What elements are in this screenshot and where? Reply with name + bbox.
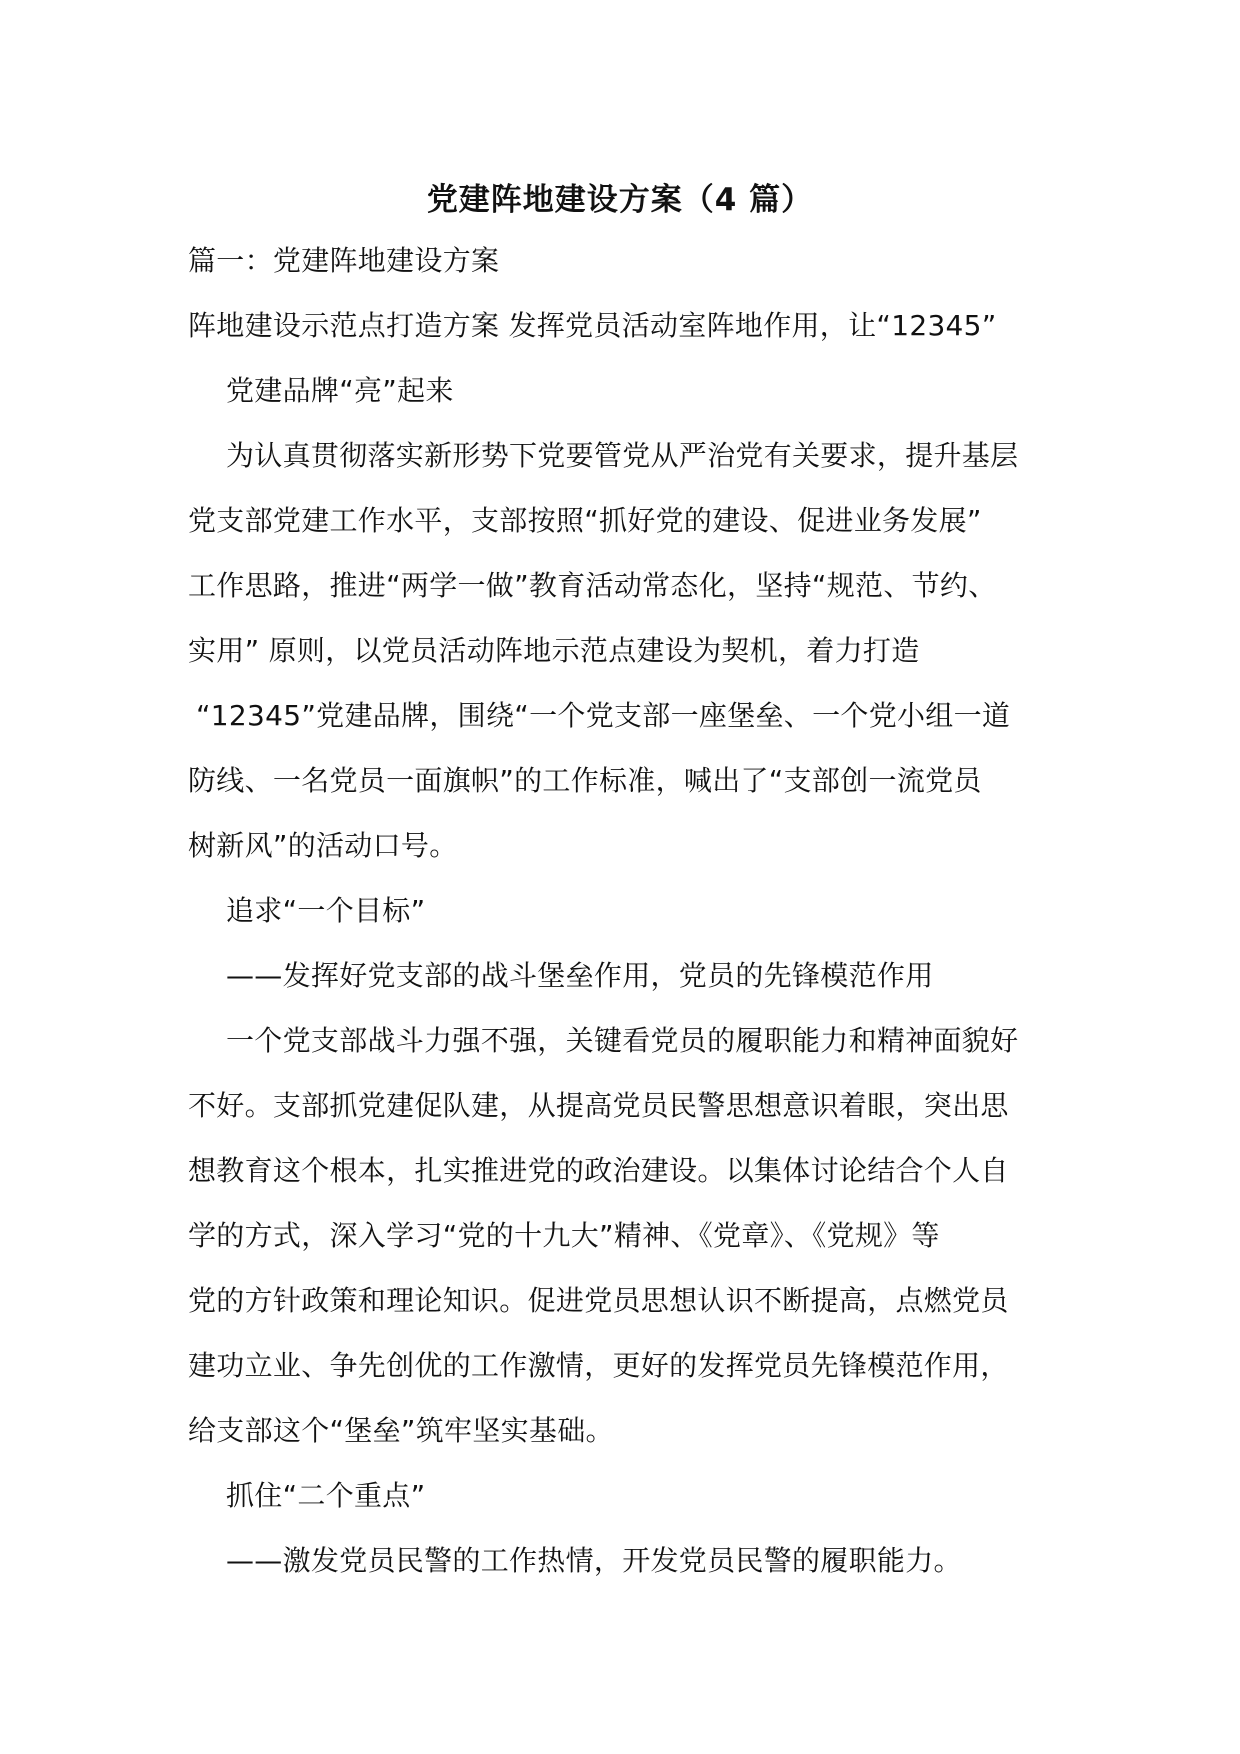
paragraph-line: 一个党支部战斗力强不强，关键看党员的履职能力和精神面貌好 [226,1024,1019,1057]
subheading-line: 追求“一个目标” [226,894,426,927]
paragraph-line: 实用” 原则，以党员活动阵地示范点建设为契机，着力打造 [188,634,920,667]
paragraph-line: 学的方式，深入学习“党的十九大”精神、《党章》、《党规》等 [188,1219,940,1252]
paragraph-line: 树新风”的活动口号。 [188,829,458,862]
paragraph-line: 给支部这个“堡垒”筑牢坚实基础。 [188,1414,614,1447]
paragraph-line: 工作思路，推进“两学一做”教育活动常态化，坚持“规范、节约、 [188,569,997,602]
document-title: 党建阵地建设方案（4 篇） [426,182,814,218]
paragraph-line: 党的方针政策和理论知识。促进党员思想认识不断提高，点燃党员 [188,1284,1009,1317]
paragraph-line: 党支部党建工作水平，支部按照“抓好党的建设、促进业务发展” [188,504,982,537]
subheading-line: 抓住“二个重点” [226,1479,426,1512]
paragraph-line: 党建品牌“亮”起来 [226,374,454,407]
paragraph-line: 阵地建设示范点打造方案 发挥党员活动室阵地作用，让“12345” [188,309,997,342]
paragraph-line: ——激发党员民警的工作热情，开发党员民警的履职能力。 [226,1544,962,1577]
section-heading: 篇一：党建阵地建设方案 [188,244,500,277]
paragraph-line: ——发挥好党支部的战斗堡垒作用，党员的先锋模范作用 [226,959,934,992]
paragraph-line: 不好。支部抓党建促队建，从提高党员民警思想意识着眼，突出思 [188,1089,1009,1122]
paragraph-line: 为认真贯彻落实新形势下党要管党从严治党有关要求，提升基层 [226,439,1019,472]
paragraph-line: “12345”党建品牌，围绕“一个党支部一座堡垒、一个党小组一道 [196,699,1011,732]
paragraph-line: 建功立业、争先创优的工作激情，更好的发挥党员先锋模范作用， [188,1349,1009,1382]
paragraph-line: 想教育这个根本，扎实推进党的政治建设。以集体讨论结合个人自 [188,1154,1009,1187]
paragraph-line: 防线、一名党员一面旗帜”的工作标准，喊出了“支部创一流党员 [188,764,982,797]
